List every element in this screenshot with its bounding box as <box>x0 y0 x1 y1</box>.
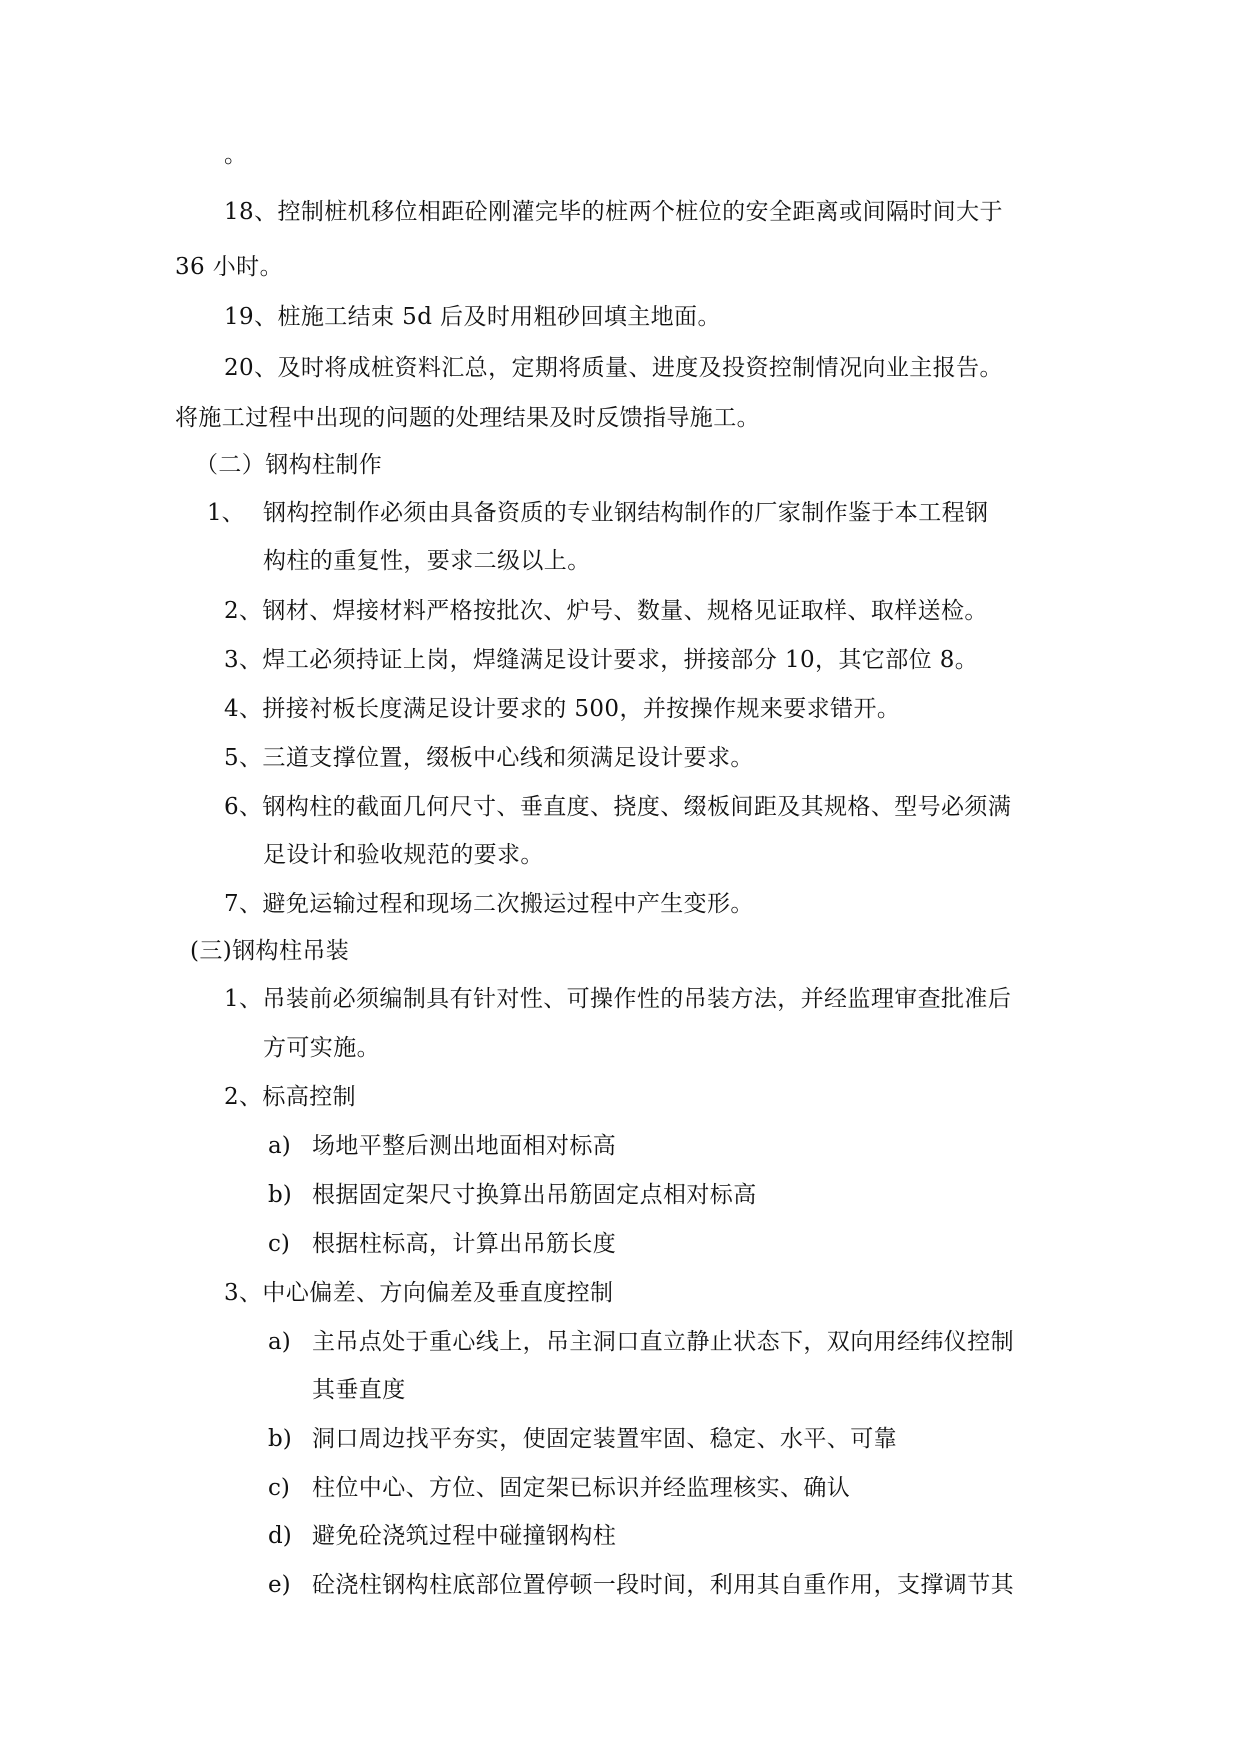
s2-item-1-line2: 构柱的重复性，要求二级以上。 <box>263 548 591 574</box>
s3-3-sub-a-line2: 其垂直度 <box>312 1377 406 1403</box>
s2-item-4: 4、拼接衬板长度满足设计要求的 500，并按操作规来要求错开。 <box>224 696 901 722</box>
s2-item-5: 5、三道支撑位置，缀板中心线和须满足设计要求。 <box>224 745 754 771</box>
section-heading-2: （二）钢构柱制作 <box>195 452 383 478</box>
s3-3-sub-c: 柱位中心、方位、固定架已标识并经监理核实、确认 <box>312 1475 851 1501</box>
sub-item-letter: e) <box>268 1572 291 1598</box>
s2-item-2: 2、钢材、焊接材料严格按批次、炉号、数量、规格见证取样、取样送检。 <box>224 598 988 624</box>
sub-item-letter: b) <box>268 1182 292 1208</box>
s2-item-3: 3、焊工必须持证上岗，焊缝满足设计要求，拼接部分 10，其它部位 8。 <box>224 647 979 673</box>
sub-item-letter: a) <box>268 1133 291 1159</box>
s2-item-1-line1: 钢构控制作必须由具备资质的专业钢结构制作的厂家制作鉴于本工程钢 <box>263 500 989 526</box>
item-number: 1、 <box>207 500 245 526</box>
sub-item-letter: b) <box>268 1426 292 1452</box>
s3-2-sub-a: 场地平整后测出地面相对标高 <box>312 1133 617 1159</box>
s3-3-sub-d: 避免砼浇筑过程中碰撞钢构柱 <box>312 1523 617 1549</box>
item-19: 19、桩施工结束 5d 后及时用粗砂回填主地面。 <box>224 304 721 330</box>
s3-item-2: 2、标高控制 <box>224 1084 357 1110</box>
item-20-line1: 20、及时将成桩资料汇总，定期将质量、进度及投资控制情况向业主报告。 <box>224 355 1003 381</box>
sub-item-letter: c) <box>268 1231 290 1257</box>
s3-3-sub-b: 洞口周边找平夯实，使固定装置牢固、稳定、水平、可靠 <box>312 1426 897 1452</box>
text-line: 。 <box>224 142 248 168</box>
sub-item-letter: a) <box>268 1329 291 1355</box>
s3-3-sub-a-line1: 主吊点处于重心线上，吊主洞口直立静止状态下，双向用经纬仪控制 <box>312 1329 1014 1355</box>
s2-item-7: 7、避免运输过程和现场二次搬运过程中产生变形。 <box>224 891 754 917</box>
item-20-line2: 将施工过程中出现的问题的处理结果及时反馈指导施工。 <box>175 405 760 431</box>
s3-item-1-line1: 1、吊装前必须编制具有针对性、可操作性的吊装方法，并经监理审查批准后 <box>224 986 1012 1012</box>
s3-item-1-line2: 方可实施。 <box>263 1035 380 1061</box>
s2-item-6-line2: 足设计和验收规范的要求。 <box>263 842 544 868</box>
s3-item-3: 3、中心偏差、方向偏差及垂直度控制 <box>224 1280 614 1306</box>
item-18-line2: 36 小时。 <box>175 254 283 280</box>
section-heading-3: (三)钢构柱吊装 <box>190 938 350 964</box>
s3-2-sub-c: 根据柱标高，计算出吊筋长度 <box>312 1231 617 1257</box>
sub-item-letter: c) <box>268 1475 290 1501</box>
s3-3-sub-e: 砼浇柱钢构柱底部位置停顿一段时间，利用其自重作用，支撑调节其 <box>312 1572 1014 1598</box>
s3-2-sub-b: 根据固定架尺寸换算出吊筋固定点相对标高 <box>312 1182 757 1208</box>
sub-item-letter: d) <box>268 1523 292 1549</box>
s2-item-6-line1: 6、钢构柱的截面几何尺寸、垂直度、挠度、缀板间距及其规格、型号必须满 <box>224 794 1012 820</box>
item-18-line1: 18、控制桩机移位相距砼刚灌完毕的桩两个桩位的安全距离或间隔时间大于 <box>224 199 1003 225</box>
